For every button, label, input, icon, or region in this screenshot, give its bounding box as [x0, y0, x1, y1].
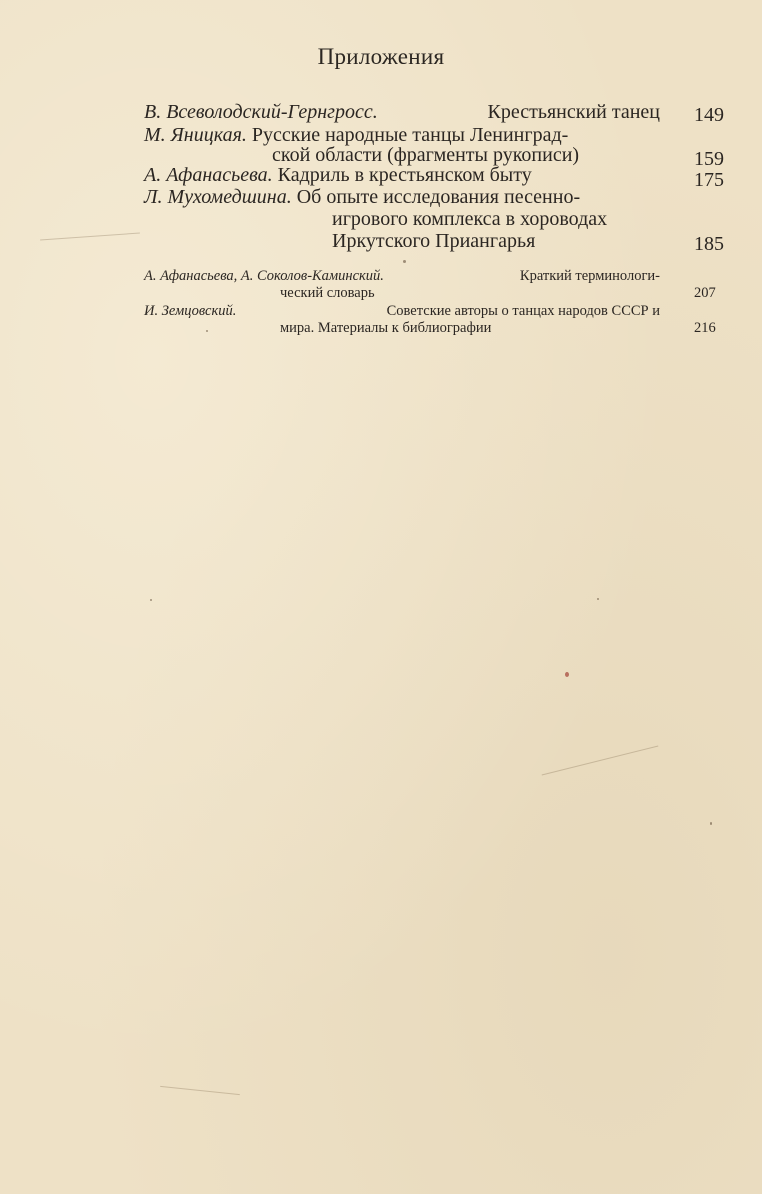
- toc-entry-5-page: 207: [694, 285, 716, 301]
- toc-entry-2-title-line2: ской области (фрагменты рукописи): [272, 144, 580, 166]
- toc-entry-3: [144, 164, 532, 186]
- toc-entry-4-page: 185: [694, 233, 724, 255]
- toc-entry-6-title-line1: Советские авторы о танцах народов СССР и: [386, 303, 660, 319]
- toc-entry-2: [144, 124, 568, 146]
- paper-speck: [150, 599, 152, 601]
- toc-entry-6-page: 216: [694, 320, 716, 336]
- toc-entry-2-author: М. Яницкая.: [144, 124, 247, 146]
- toc-entry-4-cont2: [332, 230, 535, 252]
- toc-entry-4-cont1: [332, 208, 607, 230]
- paper-fiber: [542, 745, 659, 775]
- toc-entry-5: [144, 268, 660, 285]
- toc-entry-2-page: 159: [694, 148, 724, 170]
- paper-speck: [597, 598, 599, 600]
- toc-entry-3-title: Кадриль в крестьянском быту: [277, 164, 532, 186]
- toc-entry-2-title-line1: Русские народные танцы Ленинград-: [251, 124, 569, 146]
- toc-entry-1: [144, 101, 660, 123]
- toc-entry-1-page: 149: [694, 104, 724, 126]
- toc-entry-6: [144, 303, 660, 320]
- toc-entry-5-title-line2: ческий словарь: [280, 285, 375, 301]
- toc-entry-6-author: И. Земцовский.: [144, 303, 237, 319]
- toc-entry-3-page: 175: [694, 169, 724, 191]
- paper-speck: [403, 260, 406, 263]
- paper-fiber: [40, 233, 140, 241]
- toc-entry-3-author: А. Афанасьева.: [144, 164, 273, 186]
- toc-entry-4-author: Л. Мухомедшина.: [144, 186, 292, 208]
- page-heading: Приложения: [317, 44, 445, 69]
- paper-speck: [710, 822, 712, 825]
- toc-entry-5-author: А. Афанасьева, А. Соколов-Каминский.: [144, 268, 384, 284]
- toc-entry-1-title: Крестьянский танец: [487, 101, 660, 123]
- toc-entry-1-author: В. Всеволодский-Гернгросс.: [144, 101, 378, 123]
- toc-entry-6-title-line2: мира. Материалы к библиографии: [280, 320, 492, 336]
- reverse-side-bleed: [140, 360, 700, 552]
- toc-entry-4-title-line3: Иркутского Приангарья: [332, 230, 536, 252]
- toc-entry-6-cont: [280, 320, 491, 337]
- toc-entry-4-title-line2: игрового комплекса в хороводах: [332, 208, 608, 230]
- paper-fiber: [160, 1086, 240, 1095]
- toc-entry-4-title-line1: Об опыте исследования песенно-: [296, 186, 581, 208]
- paper-speck: [206, 330, 208, 332]
- toc-entry-5-cont: [280, 285, 375, 302]
- paper-speck: [565, 672, 569, 677]
- toc-entry-2-cont: [272, 144, 579, 166]
- toc-entry-4: [144, 186, 580, 208]
- toc-entry-5-title-line1: Краткий терминологи-: [519, 268, 660, 284]
